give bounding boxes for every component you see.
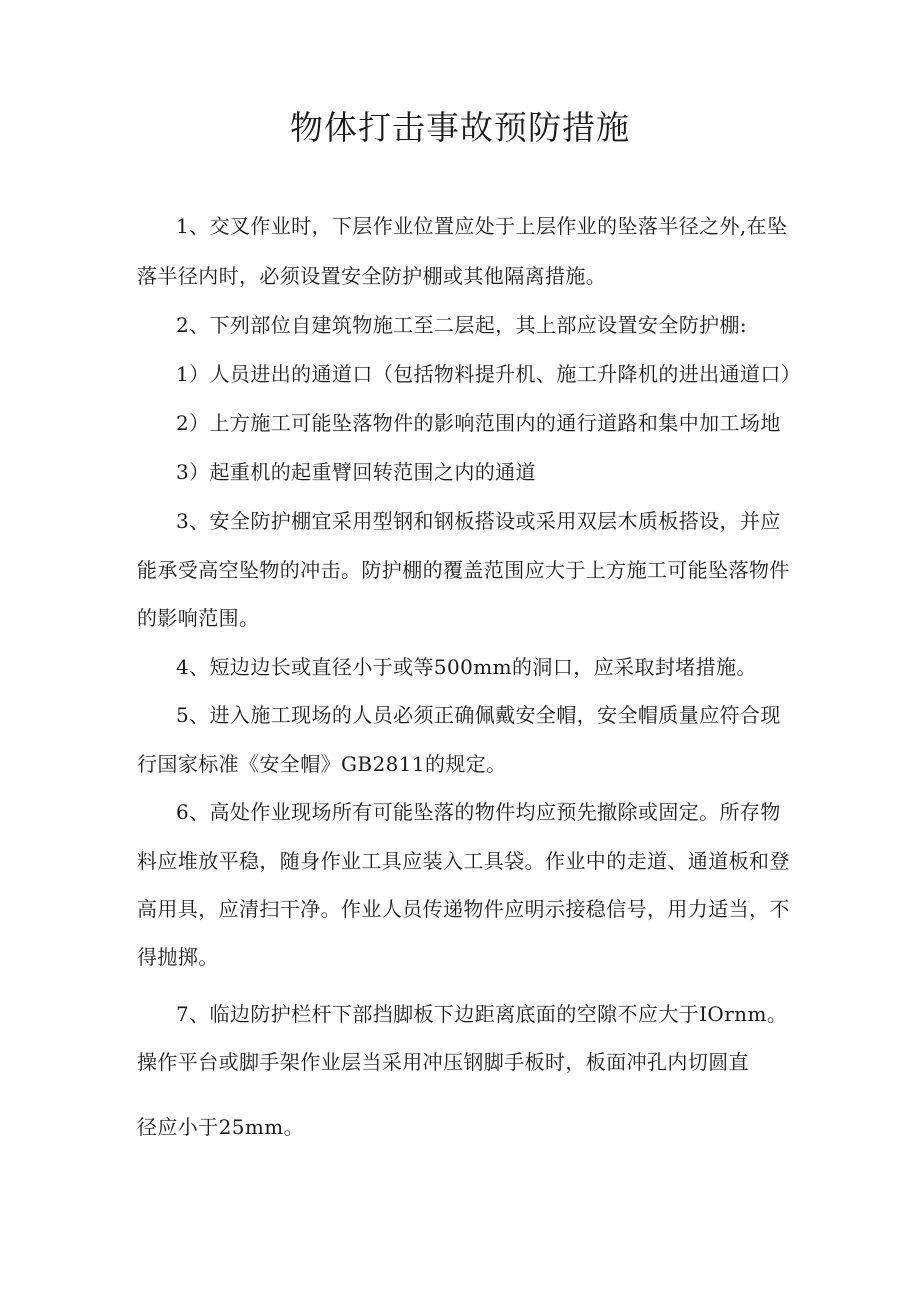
paragraph-line: 操作平台或脚手架作业层当采用冲压钢脚手板时，板面冲孔内切圆直	[137, 1050, 749, 1074]
paragraph-line: 1）人员进出的通道口（包括物料提升机、施工升降机的进出通道口）	[176, 362, 802, 386]
paragraph-line: 1、交叉作业时，下层作业位置应处于上层作业的坠落半径之外,在坠	[176, 214, 788, 238]
page-title: 物体打击事故预防措施	[290, 108, 630, 147]
paragraph-line: 径应小于25mm。	[137, 1115, 304, 1139]
paragraph-line: 2、下列部位自建筑物施工至二层起，其上部应设置安全防护棚:	[176, 313, 748, 337]
paragraph-line: 3、安全防护棚宜采用型钢和钢板搭设或采用双层木质板搭设，并应	[176, 509, 781, 533]
paragraph-line: 7、临边防护栏杆下部挡脚板下边距离底面的空隙不应大于IOrnm。	[176, 1002, 788, 1026]
paragraph-line: 2）上方施工可能坠落物件的影响范围内的通行道路和集中加工场地	[176, 411, 781, 435]
paragraph-line: 落半径内时，必须设置安全防护棚或其他隔离措施。	[137, 264, 607, 288]
paragraph-line: 高用具，应清扫干净。作业人员传递物件应明示接稳信号，用力适当，不	[137, 897, 790, 921]
paragraph-line: 能承受高空坠物的冲击。防护棚的覆盖范围应大于上方施工可能坠落物件	[137, 558, 790, 582]
paragraph-line: 料应堆放平稳，随身作业工具应装入工具袋。作业中的走道、通道板和登	[137, 849, 790, 873]
paragraph-line: 6、高处作业现场所有可能坠落的物件均应预先撤除或固定。所存物	[176, 800, 781, 824]
paragraph-line: 行国家标准《安全帽》GB2811的规定。	[137, 752, 507, 776]
paragraph-line: 4、短边边长或直径小于或等500mm的洞口，应采取封堵措施。	[176, 655, 757, 679]
paragraph-line: 的影响范围。	[137, 606, 260, 630]
paragraph-line: 3）起重机的起重臂回转范围之内的通道	[176, 460, 536, 484]
paragraph-line: 5、进入施工现场的人员必须正确佩戴安全帽，安全帽质量应符合现	[176, 703, 781, 727]
paragraph-line: 得抛掷。	[137, 945, 219, 969]
